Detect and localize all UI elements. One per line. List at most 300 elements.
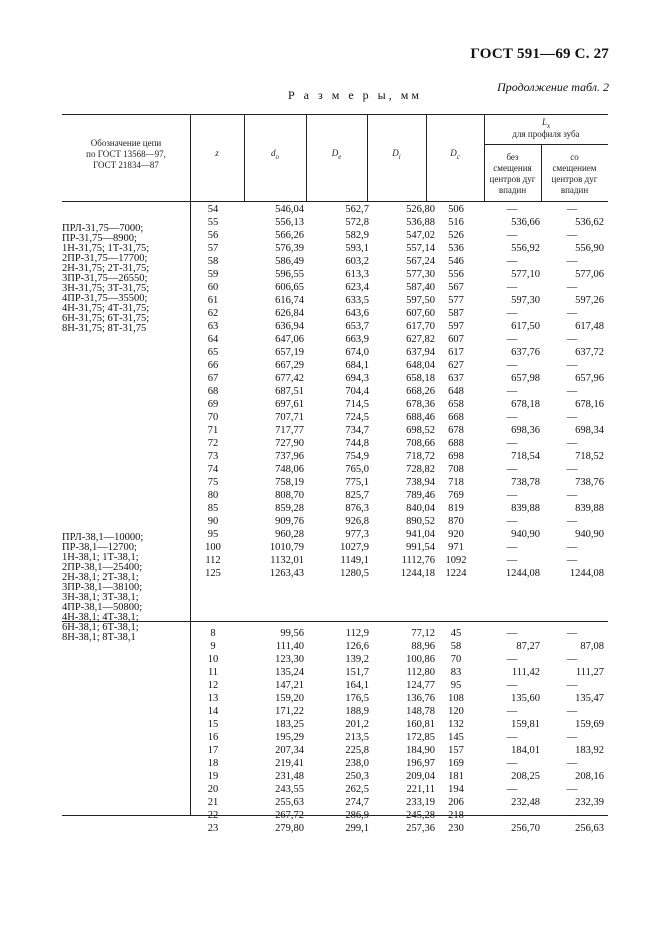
table-cell: 172,85 [406,732,435,743]
table-cell: 667,29 [275,360,304,371]
table-cell: 157 [448,745,464,756]
table-cell: 111,42 [511,667,540,678]
table-cell: 920 [448,529,464,540]
table-cell: 72 [207,438,219,449]
table-cell: 678,36 [406,399,435,410]
table-cell: 160,81 [406,719,435,730]
table-cell: 637 [448,373,464,384]
table-cell: 194 [448,784,464,795]
table-cell: 1132,01 [270,555,304,566]
table-cell: — [566,810,578,821]
table-cell: 159,69 [575,719,604,730]
table-cell: 876,3 [345,503,369,514]
table-cell: 789,46 [406,490,435,501]
table-row [62,203,608,216]
table-cell: 506 [448,204,464,215]
table-cell: 243,55 [275,784,304,795]
table-cell: 45 [450,628,462,639]
table-cell: 718,52 [575,451,604,462]
chain-designation: ПРЛ-31,75—7000; [62,223,144,234]
table-cell: 124,77 [406,680,435,691]
table-cell: 183,92 [575,745,604,756]
table-cell: 597,50 [406,295,435,306]
table-cell: 11 [207,667,219,678]
table-cell: — [506,438,518,449]
table-cell: 1280,5 [340,568,369,579]
table-cell: 536,88 [406,217,435,228]
table-cell: 567 [448,282,464,293]
table-cell: 62 [207,308,219,319]
table-cell: 274,7 [345,797,369,808]
table-cell: — [566,464,578,475]
table-top-border [62,114,608,115]
table-cell: 16 [207,732,219,743]
table-cell: 71 [207,425,219,436]
table-cell: 536,62 [575,217,604,228]
table-cell: 66 [207,360,219,371]
table-cell: — [566,758,578,769]
table-cell: 536,66 [511,217,540,228]
table-cell: 184,90 [406,745,435,756]
table-cell: 61 [207,295,219,306]
table-cell: — [506,490,518,501]
table-cell: 10 [207,654,219,665]
table-cell: 769 [448,490,464,501]
table-cell: 724,5 [345,412,369,423]
chain-designation: 3ПР-31,75—26550; [62,273,148,284]
table-row [62,411,608,424]
table-cell: 587,40 [406,282,435,293]
table-cell: 221,11 [406,784,435,795]
table-cell: 627 [448,360,464,371]
table-cell: 95 [207,529,219,540]
table-cell: 617,48 [575,321,604,332]
table-cell: 80 [207,490,219,501]
table-cell: 1010,79 [269,542,304,553]
table-row [62,692,608,705]
table-cell: 262,5 [345,784,369,795]
table-cell: 87,08 [580,641,604,652]
table-cell: 704,4 [345,386,369,397]
table-cell: — [506,412,518,423]
table-cell: 56 [207,230,219,241]
table-cell: 637,76 [511,347,540,358]
table-cell: 536 [448,243,464,254]
table-cell: 13 [207,693,219,704]
table-cell: 576,39 [275,243,304,254]
header-bottom-border [62,201,608,202]
table-cell: — [506,256,518,267]
table-row [62,744,608,757]
chain-designation: 4ПР-31,75—35500; [62,293,148,304]
chain-designation: 3Н-31,75; 3Т-31,75; [62,283,150,294]
header-L-with-offset: со смещением центров дуг впадин [551,152,598,195]
table-cell: 99,56 [280,628,304,639]
table-cell: 718,54 [511,451,540,462]
table-cell: 577 [448,295,464,306]
table-cell: 808,70 [275,490,304,501]
table-cell: 775,1 [345,477,369,488]
table-cell: — [506,680,518,691]
table-cell: 648 [448,386,464,397]
table-cell: — [566,706,578,717]
table-cell: 219,41 [275,758,304,769]
table-cell: 940,90 [511,529,540,540]
table-cell: — [506,810,518,821]
table-cell: 678,18 [511,399,540,410]
chain-designation: 8Н-38,1; 8Т-38,1 [62,632,136,643]
table-cell: 971 [448,542,464,553]
table-cell: 112,80 [406,667,435,678]
table-cell: 607 [448,334,464,345]
table-cell: 708,66 [406,438,435,449]
table-cell: 960,28 [275,529,304,540]
table-cell: 678,16 [575,399,604,410]
table-cell: 1092 [445,555,467,566]
table-cell: 819 [448,503,464,514]
table-cell: — [506,230,518,241]
table-cell: 22 [207,810,219,821]
table-row [62,450,608,463]
table-cell: 546 [448,256,464,267]
table-cell: 100 [205,542,221,553]
table-cell: 698 [448,451,464,462]
table-cell: 870 [448,516,464,527]
table-cell: 70 [207,412,219,423]
table-cell: 738,76 [575,477,604,488]
table-cell: 586,49 [275,256,304,267]
table-cell: 58 [450,641,462,652]
header-d: $d_o$ [271,148,279,161]
table-cell: 299,1 [345,823,369,834]
table-cell: 233,19 [406,797,435,808]
table-cell: 557,14 [406,243,435,254]
table-cell: 54 [207,204,219,215]
table-cell: 17 [207,745,219,756]
table-cell: 593,1 [345,243,369,254]
table-cell: 255,63 [275,797,304,808]
table-cell: 74 [207,464,219,475]
table-cell: — [506,516,518,527]
table-cell: 77,12 [411,628,435,639]
table-row [62,437,608,450]
table-cell: 59 [207,269,219,280]
table-cell: 85 [207,503,219,514]
table-cell: 825,7 [345,490,369,501]
page-title: ГОСТ 591—69 С. 27 [470,46,609,62]
header-Di: $D_i$ [392,148,401,161]
table-cell: 206 [448,797,464,808]
table-cell: 626,84 [275,308,304,319]
table-row [62,679,608,692]
header-L-without-offset: без смещения центров дуг впадин [489,152,536,195]
table-cell: 70 [450,654,462,665]
table-cell: 637,94 [406,347,435,358]
table-cell: — [506,706,518,717]
table-cell: — [506,758,518,769]
table-cell: 1244,08 [505,568,540,579]
table-cell: 653,7 [345,321,369,332]
table-cell: 556,13 [275,217,304,228]
table-cell: — [506,204,518,215]
table-cell: 754,9 [345,451,369,462]
chain-designation: 2Н-38,1; 2Т-38,1; [62,572,139,583]
table-cell: 232,39 [575,797,604,808]
table-cell: 279,80 [275,823,304,834]
table-cell: — [566,680,578,691]
table-row [62,385,608,398]
table-cell: 698,52 [406,425,435,436]
table-cell: 256,63 [575,823,604,834]
table-cell: 151,7 [345,667,369,678]
chain-designation: 8Н-31,75; 8Т-31,75 [62,323,147,334]
table-cell: 23 [207,823,219,834]
table-cell: — [566,516,578,527]
lx-header-divider [484,144,608,145]
table-cell: 616,74 [275,295,304,306]
table-cell: 65 [207,347,219,358]
table-cell: — [566,412,578,423]
table-cell: 737,96 [275,451,304,462]
table-row [62,718,608,731]
table-cell: 9 [210,641,216,652]
table-cell: 546,04 [275,204,304,215]
table-cell: 238,0 [345,758,369,769]
table-cell: — [506,628,518,639]
table-cell: 738,94 [406,477,435,488]
table-cell: 90 [207,516,219,527]
table-cell: — [566,542,578,553]
table-cell: 687,51 [275,386,304,397]
table-cell: 596,55 [275,269,304,280]
table-row [62,822,608,835]
table-cell: 839,88 [575,503,604,514]
chain-designation: 6Н-38,1; 6Т-38,1; [62,622,139,633]
table-cell: — [506,654,518,665]
table-cell: 1244,18 [400,568,435,579]
table-cell: 159,81 [511,719,540,730]
table-cell: 147,21 [275,680,304,691]
table-cell: 58 [207,256,219,267]
table-cell: 708 [448,464,464,475]
header-z: z [215,148,219,158]
table-cell: 718,72 [406,451,435,462]
table-cell: 643,6 [345,308,369,319]
table-cell: 132 [448,719,464,730]
table-cell: 188,9 [345,706,369,717]
table-cell: 572,8 [345,217,369,228]
table-cell: 727,90 [275,438,304,449]
chain-designation: 6Н-31,75; 6Т-31,75; [62,313,150,324]
table-cell: 139,2 [345,654,369,665]
table-cell: 159,20 [275,693,304,704]
table-cell: 977,3 [345,529,369,540]
table-cell: 120 [448,706,464,717]
chain-designation: 3Н-38,1; 3Т-38,1; [62,592,139,603]
table-cell: 125 [205,568,221,579]
chain-designation: 2ПР-31,75—17700; [62,253,148,264]
table-cell: 577,06 [575,269,604,280]
table-cell: 1244,08 [569,568,604,579]
table-cell: — [506,555,518,566]
table-cell: 547,02 [406,230,435,241]
table-cell: 758,19 [275,477,304,488]
table-cell: 208,16 [575,771,604,782]
table-cell: 256,70 [511,823,540,834]
table-row [62,653,608,666]
table-row [62,783,608,796]
table-cell: 213,5 [345,732,369,743]
table-cell: 63 [207,321,219,332]
table-cell: 1224 [445,568,467,579]
table-cell: 230 [448,823,464,834]
table-cell: 684,1 [345,360,369,371]
table-cell: 597,26 [575,295,604,306]
table-cell: 738,78 [511,477,540,488]
table-cell: 636,94 [275,321,304,332]
table-cell: 218 [448,810,464,821]
table-row [62,770,608,783]
table-cell: 100,86 [406,654,435,665]
table-cell: 707,71 [275,412,304,423]
table-cell: 556,92 [511,243,540,254]
table-cell: — [566,204,578,215]
table-cell: 941,04 [406,529,435,540]
table-cell: 176,5 [345,693,369,704]
table-cell: 717,77 [275,425,304,436]
table-cell: 108 [448,693,464,704]
table-row [62,398,608,411]
table-cell: — [566,784,578,795]
chain-designation: 2ПР-38,1—25400; [62,562,143,573]
table-cell: 250,3 [345,771,369,782]
table-cell: 14 [207,706,219,717]
table-cell: 225,8 [345,745,369,756]
chain-designation-list [62,533,190,643]
table-cell: 909,76 [275,516,304,527]
header-L: $L_x$ [541,117,551,130]
table-cell: 657,19 [275,347,304,358]
table-cell: 112,9 [345,628,369,639]
table-cell: 21 [207,797,219,808]
table-cell: — [506,360,518,371]
chain-designation: 1Н-31,75; 1Т-31,75; [62,243,150,254]
table-cell: 196,97 [406,758,435,769]
table-cell: 688 [448,438,464,449]
table-cell: — [566,654,578,665]
table-cell: 663,9 [345,334,369,345]
table-cell: — [566,628,578,639]
table-cell: 169 [448,758,464,769]
table-cell: — [566,555,578,566]
table-cell: 657,96 [575,373,604,384]
table-cell: 647,06 [275,334,304,345]
table-cell: 1112,76 [401,555,435,566]
table-cell: — [566,732,578,743]
header-Dc: $D_c$ [450,148,460,161]
table-cell: 95 [450,680,462,691]
table-cell: 668 [448,412,464,423]
table-cell: 208,25 [511,771,540,782]
sizes-caption: Р а з м е р ы, мм [288,88,422,102]
table-cell: — [566,438,578,449]
table-cell: 587 [448,308,464,319]
table-cell: 145 [448,732,464,743]
table-cell: 231,48 [275,771,304,782]
table-cell: 658,18 [406,373,435,384]
table-cell: 613,3 [345,269,369,280]
table-cell: 201,2 [345,719,369,730]
table-cell: — [566,334,578,345]
table-cell: 209,04 [406,771,435,782]
table-cell: 516 [448,217,464,228]
table-cell: 744,8 [345,438,369,449]
table-cell: 136,76 [406,693,435,704]
table-row [62,476,608,489]
table-cell: 75 [207,477,219,488]
table-cell: — [506,464,518,475]
header-designation: Обозначение цепи по ГОСТ 13568—97, ГОСТ 21834—87 [86,138,166,170]
table-cell: 87,27 [516,641,540,652]
chain-designation: 4ПР-38,1—50800; [62,602,143,613]
table-row [62,346,608,359]
table-row [62,372,608,385]
table-cell: 123,30 [275,654,304,665]
table-row [62,666,608,679]
table-cell: 12 [207,680,219,691]
table-cell: 245,28 [406,810,435,821]
table-cell: 577,10 [511,269,540,280]
table-cell: — [566,386,578,397]
table-cell: 207,34 [275,745,304,756]
table-cell: 164,1 [345,680,369,691]
table-cell: 126,6 [345,641,369,652]
table-cell: — [566,490,578,501]
table-cell: 623,4 [345,282,369,293]
table-cell: 19 [207,771,219,782]
table-cell: 556,90 [575,243,604,254]
table-cell: 688,46 [406,412,435,423]
table-cell: 556 [448,269,464,280]
table-row [62,757,608,770]
chain-designation: ПР-31,75—8900; [62,233,137,244]
table-cell: 68 [207,386,219,397]
table-cell: 728,82 [406,464,435,475]
table-cell: 694,3 [345,373,369,384]
table-cell: 526,80 [406,204,435,215]
table-cell: 714,5 [345,399,369,410]
table-cell: 18 [207,758,219,769]
chain-designation: 1Н-38,1; 1Т-38,1; [62,552,139,563]
table-cell: 926,8 [345,516,369,527]
table-cell: 840,04 [406,503,435,514]
table-cell: 577,30 [406,269,435,280]
table-cell: 582,9 [345,230,369,241]
table-cell: 83 [450,667,462,678]
table-cell: 633,5 [345,295,369,306]
table-cell: 617,70 [406,321,435,332]
table-cell: 734,7 [345,425,369,436]
table-cell: 637,72 [575,347,604,358]
table-cell: 181 [448,771,464,782]
table-cell: 859,28 [275,503,304,514]
table-cell: 135,60 [511,693,540,704]
table-cell: 20 [207,784,219,795]
table-cell: 940,90 [575,529,604,540]
table-cell: 567,24 [406,256,435,267]
table-cell: 697,61 [275,399,304,410]
chain-designation: 2Н-31,75; 2Т-31,75; [62,263,150,274]
